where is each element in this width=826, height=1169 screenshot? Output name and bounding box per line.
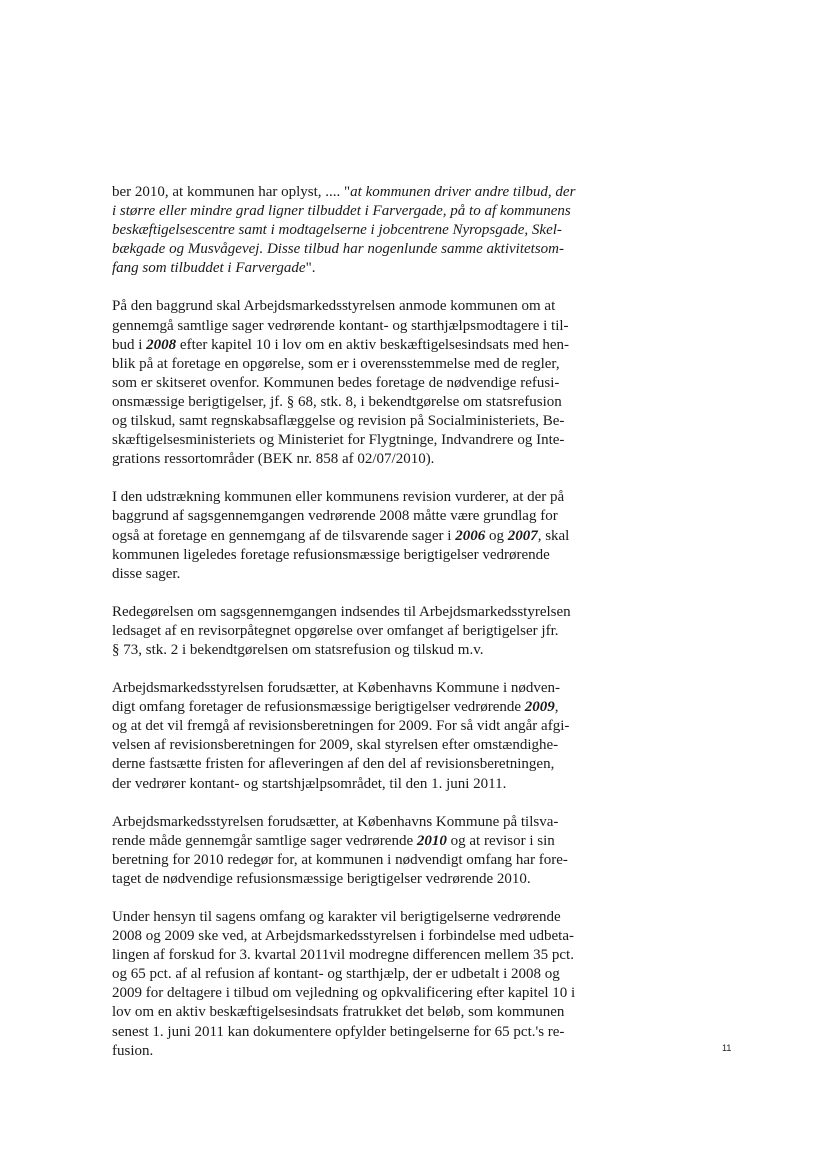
text-run: § 73, stk. 2 i bekendtgørelsen om statsrefusion og tilskud m.v. bbox=[112, 641, 484, 658]
text-line bbox=[112, 412, 610, 431]
text-line bbox=[112, 946, 610, 965]
emphasized-year: 2009 bbox=[524, 699, 555, 716]
page-number: 11 bbox=[722, 1043, 732, 1053]
paragraph-6 bbox=[112, 813, 610, 889]
text-run: Arbejdsmarkedsstyrelsen forudsætter, at Københavns Kommune i nødven- bbox=[112, 680, 561, 697]
text-line bbox=[112, 1042, 610, 1061]
text-line bbox=[112, 679, 610, 698]
text-run: , skal bbox=[537, 527, 570, 544]
text-line bbox=[112, 374, 610, 393]
text-line bbox=[112, 431, 610, 450]
text-line bbox=[112, 851, 610, 870]
text-run: senest 1. juni 2011 kan dokumentere opfylder betingelserne for 65 pct.'s re- bbox=[112, 1023, 565, 1040]
text-run: efter kapitel 10 i lov om en aktiv beskæftigelsesindsats med hen- bbox=[176, 336, 569, 353]
text-run: og 65 pct. af al refusion af kontant- og starthjælp, der er udbetalt i 2008 og bbox=[112, 966, 560, 983]
text-run: 2008 og 2009 ske ved, at Arbejdsmarkedsstyrelsen i forbindelse med udbeta- bbox=[112, 928, 574, 945]
emphasized-year: 2007 bbox=[507, 527, 538, 544]
text-line bbox=[112, 527, 610, 546]
text-run: Redegørelsen om sagsgennemgangen indsendes til Arbejdsmarkedsstyrelsen bbox=[112, 603, 571, 620]
text-line bbox=[112, 603, 610, 622]
text-run: gennemgå samtlige sager vedrørende kontant- og starthjælpsmodtagere i til- bbox=[112, 317, 569, 334]
text-line bbox=[112, 183, 610, 202]
text-line bbox=[112, 927, 610, 946]
paragraph-5 bbox=[112, 679, 610, 794]
text-line bbox=[112, 717, 610, 736]
text-run: Arbejdsmarkedsstyrelsen forudsætter, at Københavns Kommune på tilsva- bbox=[112, 813, 559, 830]
text-run: I den udstrækning kommunen eller kommunens revision vurderer, at der på bbox=[112, 489, 565, 506]
text-line bbox=[112, 698, 610, 717]
text-run: beskæftigelsescentre samt i modtagelserne i jobcentrene Nyropsgade, Skel- bbox=[112, 222, 562, 239]
text-line bbox=[112, 736, 610, 755]
emphasized-year: 2010 bbox=[416, 832, 447, 849]
text-run: taget de nødvendige refusionsmæssige berigtigelser vedrørende 2010. bbox=[112, 870, 531, 887]
text-line bbox=[112, 393, 610, 412]
text-line bbox=[112, 240, 610, 259]
text-run: i større eller mindre grad ligner tilbuddet i Farvergade, på to af kommunens bbox=[112, 203, 571, 220]
text-run: velsen af revisionsberetningen for 2009, skal styrelsen efter omstændighe- bbox=[112, 737, 559, 754]
text-run: , bbox=[554, 699, 559, 716]
text-run: ber 2010, at kommunen har oplyst, .... " bbox=[112, 184, 351, 200]
text-line bbox=[112, 507, 610, 526]
text-run: som er skitseret ovenfor. Kommunen bedes foretage de nødvendige refusi- bbox=[112, 374, 560, 391]
emphasized-year: 2008 bbox=[146, 336, 177, 353]
text-run: skæftigelsesministeriets og Ministeriet for Flygtninge, Indvandrere og Inte- bbox=[112, 432, 565, 449]
emphasized-year: 2006 bbox=[455, 527, 486, 544]
text-line bbox=[112, 565, 610, 584]
text-line bbox=[112, 488, 610, 507]
text-run: ledsaget af en revisorpåtegnet opgørelse over omfanget af berigtigelser jfr. bbox=[112, 622, 559, 639]
text-line bbox=[112, 336, 610, 355]
text-run: derne fastsætte fristen for afleveringen af den del af revisionsberetningen, bbox=[112, 756, 555, 773]
text-line bbox=[112, 317, 610, 336]
text-line bbox=[112, 965, 610, 984]
text-run: fang som tilbuddet i Farvergade bbox=[112, 260, 306, 277]
text-run: og at det vil fremgå af revisionsberetningen for 2009. For så vidt angår afgi- bbox=[112, 718, 570, 735]
text-run: Under hensyn til sagens omfang og karakter vil berigtigelserne vedrørende bbox=[112, 909, 561, 925]
text-run: beretning for 2010 redegør for, at kommunen i nødvendigt omfang har fore- bbox=[112, 851, 568, 868]
paragraph-2 bbox=[112, 297, 610, 469]
text-run: disse sager. bbox=[112, 565, 181, 582]
text-run: blik på at foretage en opgørelse, som er i overensstemmelse med de regler, bbox=[112, 355, 560, 372]
text-run: bækgade og Musvågevej. Disse tilbud har nogenlunde samme aktivitetsom- bbox=[112, 241, 564, 258]
text-run: ". bbox=[305, 260, 316, 277]
text-run: onsmæssige berigtigelser, jf. § 68, stk. 8, i bekendtgørelse om statsrefusion bbox=[112, 393, 562, 410]
text-line bbox=[112, 1023, 610, 1042]
text-line bbox=[112, 755, 610, 774]
text-run: 2009 for deltagere i tilbud om vejledning og opkvalificering efter kapitel 10 i bbox=[112, 985, 576, 1002]
text-line bbox=[112, 221, 610, 240]
text-run: bud i bbox=[112, 336, 147, 353]
paragraph-7 bbox=[112, 908, 610, 1061]
text-line bbox=[112, 355, 610, 374]
text-line bbox=[112, 775, 610, 794]
text-run: fusion. bbox=[112, 1042, 154, 1059]
paragraph-1 bbox=[112, 183, 610, 278]
text-line bbox=[112, 984, 610, 1003]
text-run: der vedrører kontant- og startshjælpsområdet, til den 1. juni 2011. bbox=[112, 775, 507, 792]
text-run: og at revisor i sin bbox=[446, 832, 555, 849]
text-line bbox=[112, 259, 610, 278]
text-line bbox=[112, 870, 610, 889]
text-run: og tilskud, samt regnskabsaflæggelse og revision på Socialministeriets, Be- bbox=[112, 413, 565, 430]
text-line bbox=[112, 832, 610, 851]
text-run: lov om en aktiv beskæftigelsesindsats fratrukket det beløb, som kommunen bbox=[112, 1004, 565, 1021]
text-line bbox=[112, 450, 610, 469]
text-run: På den baggrund skal Arbejdsmarkedsstyrelsen anmode kommunen om at bbox=[112, 298, 556, 315]
text-line bbox=[112, 1003, 610, 1022]
text-run: kommunen ligeledes foretage refusionsmæssige berigtigelser vedrørende bbox=[112, 546, 550, 563]
text-run: lingen af forskud for 3. kvartal 2011vil modregne differencen mellem 35 pct. bbox=[112, 947, 574, 964]
text-run: og bbox=[485, 527, 508, 544]
body-text bbox=[112, 183, 610, 1080]
text-run: at kommunen driver andre tilbud, der bbox=[350, 184, 576, 200]
text-line bbox=[112, 622, 610, 641]
text-run: baggrund af sagsgennemgangen vedrørende 2008 måtte være grundlag for bbox=[112, 508, 558, 525]
text-run: grations ressortområder (BEK nr. 858 af 02/07/2010). bbox=[112, 451, 435, 468]
text-line bbox=[112, 813, 610, 832]
text-line bbox=[112, 546, 610, 565]
text-line bbox=[112, 202, 610, 221]
text-line bbox=[112, 641, 610, 660]
text-line bbox=[112, 908, 610, 927]
text-run: rende måde gennemgår samtlige sager vedrørende bbox=[112, 832, 417, 849]
text-line bbox=[112, 297, 610, 316]
paragraph-3 bbox=[112, 488, 610, 583]
text-run: digt omfang foretager de refusionsmæssige berigtigelser vedrørende bbox=[112, 699, 525, 716]
paragraph-4 bbox=[112, 603, 610, 660]
text-run: også at foretage en gennemgang af de tilsvarende sager i bbox=[112, 527, 456, 544]
